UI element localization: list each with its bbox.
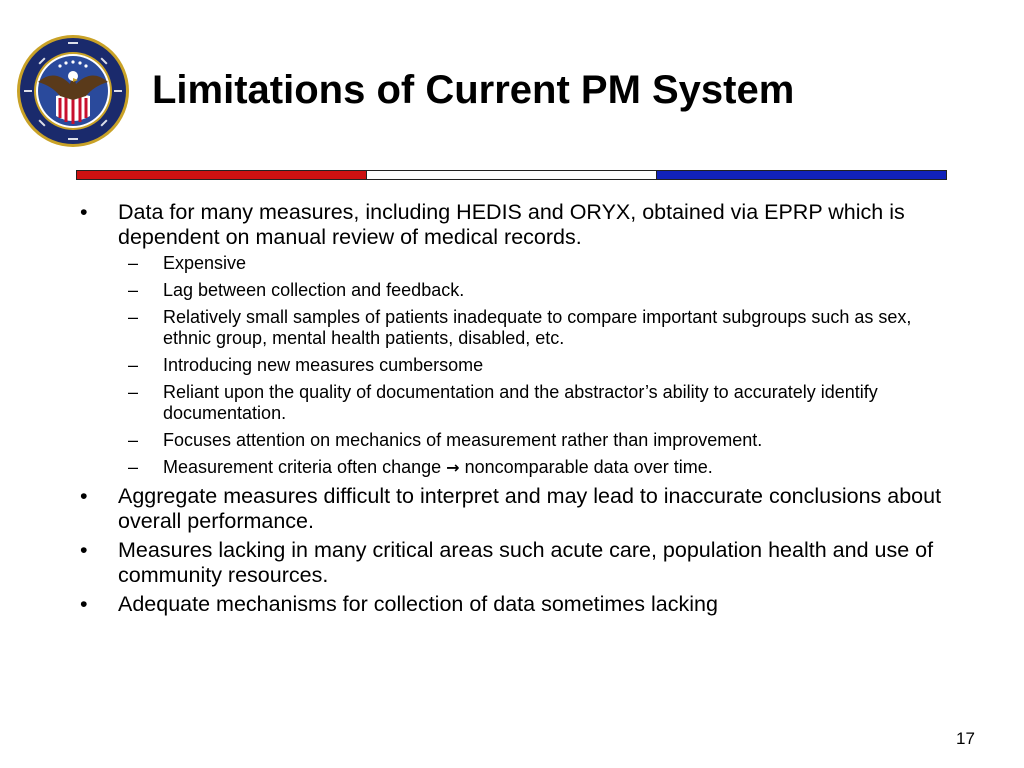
bullet-marker: •: [80, 484, 88, 508]
sub-bullet-marker: –: [128, 280, 139, 300]
sub-bullet-marker: –: [128, 355, 139, 375]
sub-bullet-marker: –: [128, 430, 139, 450]
stripe-red-segment: [77, 171, 366, 179]
tricolor-stripe: [76, 170, 947, 180]
stripe-white-segment: [366, 171, 657, 179]
va-seal-icon: [16, 34, 130, 148]
sub-bullet-text: Reliant upon the quality of documentation and the abstractor’s ability to accurately identify documentation.: [163, 382, 878, 423]
bullet-text: Aggregate measures difficult to interpret and may lead to inaccurate conclusions about overall performance.: [118, 484, 942, 533]
sub-bullet-text-after: noncomparable data over time.: [459, 457, 713, 477]
sub-bullet-text: Expensive: [163, 253, 247, 273]
sub-bullet-item: [118, 382, 958, 424]
bullet-item: [78, 484, 958, 534]
bullet-marker: •: [80, 592, 88, 616]
slide-title: Limitations of Current PM System: [152, 68, 795, 112]
bullet-item: [78, 538, 958, 588]
sub-bullet-text: Introducing new measures cumbersome: [163, 355, 484, 375]
bullet-item: [78, 200, 958, 478]
slide-content: [78, 200, 958, 621]
sub-bullet-text: Lag between collection and feedback.: [163, 280, 465, 300]
sub-bullet-marker: –: [128, 253, 139, 273]
bullet-text: Measures lacking in many critical areas such acute care, population health and use of community resources.: [118, 538, 934, 587]
sub-bullet-item: [118, 430, 958, 451]
sub-bullet-item: [118, 355, 958, 376]
bullet-item: [78, 592, 958, 617]
bullet-text: Data for many measures, including HEDIS and ORYX, obtained via EPRP which is dependent on manual review of medical records.: [118, 200, 905, 249]
right-arrow-icon: →: [446, 458, 460, 477]
bullet-text: Adequate mechanisms for collection of data sometimes lacking: [118, 592, 718, 616]
stripe-blue-segment: [657, 171, 946, 179]
sub-bullet-item: [118, 307, 958, 349]
sub-bullet-text: Relatively small samples of patients inadequate to compare important subgroups such as sex, ethnic group, mental health patients, disabled, etc.: [163, 307, 912, 348]
sub-bullet-item: [118, 253, 958, 274]
sub-bullet-list: [118, 253, 958, 478]
sub-bullet-text-before: Measurement criteria often change: [163, 457, 447, 477]
sub-bullet-marker: –: [128, 382, 139, 402]
page-number: 17: [956, 729, 975, 748]
sub-bullet-marker: –: [128, 307, 139, 327]
sub-bullet-item: [118, 457, 958, 478]
sub-bullet-item: [118, 280, 958, 301]
sub-bullet-marker: –: [128, 457, 139, 477]
bullet-marker: •: [80, 200, 88, 224]
sub-bullet-text: Focuses attention on mechanics of measurement rather than improvement.: [163, 430, 763, 450]
bullet-marker: •: [80, 538, 88, 562]
